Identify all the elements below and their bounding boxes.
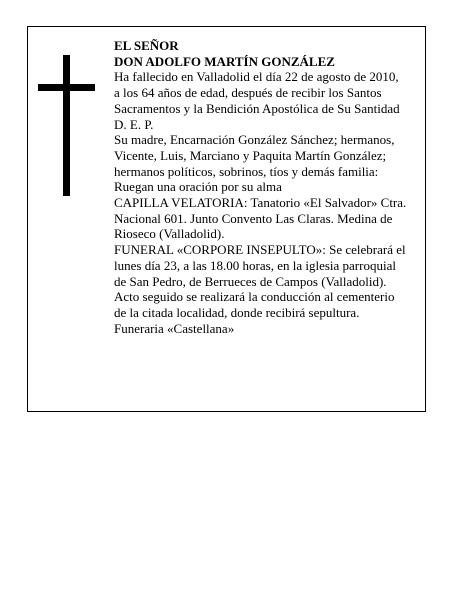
cross-icon-bar (38, 84, 95, 91)
text-line: hermanos políticos, sobrinos, tíos y demás familia: (114, 163, 379, 179)
text-line: CAPILLA VELATORIA: Tanatorio «El Salvador» Ctra. (114, 195, 407, 211)
text-line: de la citada localidad, donde recibirá sepultura. (114, 304, 360, 320)
text-line: Nacional 601. Junto Convento Las Claras. Medina de (114, 210, 393, 226)
text-line: a los 64 años de edad, después de recibir los Santos (114, 85, 382, 101)
text-line: FUNERAL «CORPORE INSEPULTO»: Se celebrará el (114, 242, 406, 258)
text-line: Su madre, Encarnación González Sánchez; hermanos, (114, 132, 395, 148)
text-line: Ha fallecido en Valladolid el día 22 de agosto de 2010, (114, 69, 399, 85)
obituary-text (114, 38, 426, 336)
text-line: Funeraria «Castellana» (114, 320, 235, 336)
text-line: Ruegan una oración por su alma (114, 179, 282, 195)
text-line: Acto seguido se realizará la conducción al cementerio (114, 289, 395, 305)
text-line: lunes día 23, a las 18.00 horas, en la iglesia parroquial (114, 257, 396, 273)
text-line: Rioseco (Valladolid). (114, 226, 225, 242)
obituary-heading: EL SEÑOR (114, 38, 179, 53)
cross-icon (63, 55, 70, 196)
text-line: Vicente, Luis, Marciano y Paquita Martín González; (114, 147, 387, 163)
text-line: Sacramentos y la Bendición Apostólica de Su Santidad (114, 100, 400, 116)
text-line: de San Pedro, de Berrueces de Campos (Valladolid). (114, 273, 387, 289)
deceased-name: DON ADOLFO MARTÍN GONZÁLEZ (114, 53, 335, 69)
text-line: D. E. P. (114, 116, 154, 132)
